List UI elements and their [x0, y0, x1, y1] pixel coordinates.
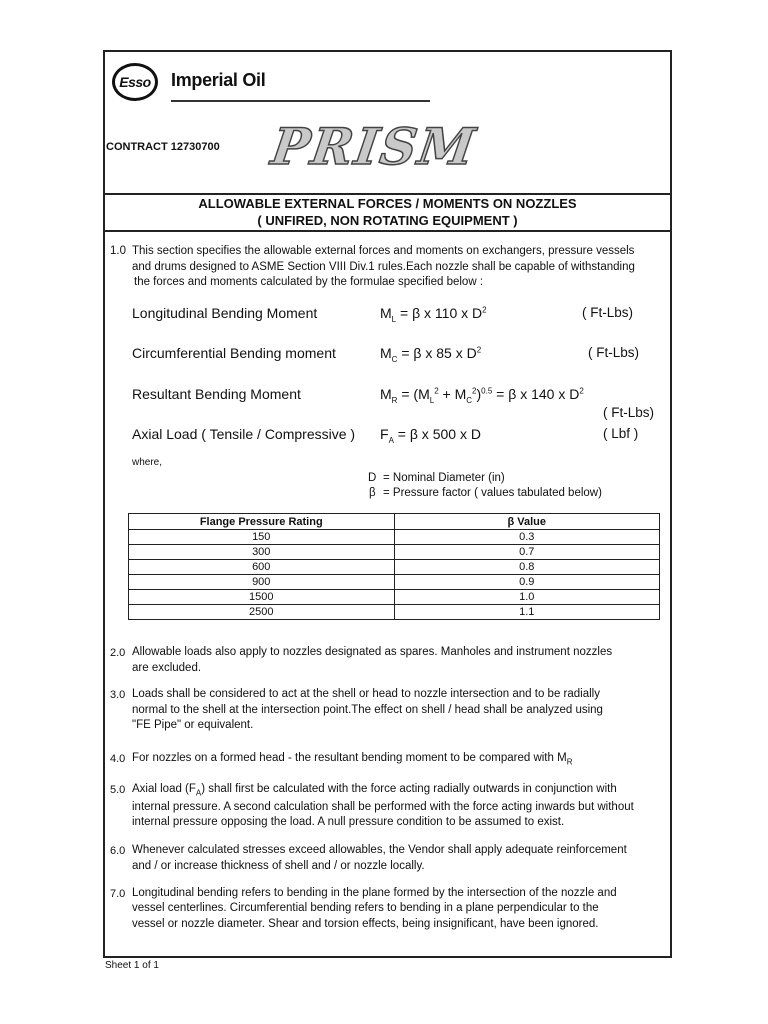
- logo-underline: [171, 100, 430, 102]
- page-subtitle: ( UNFIRED, NON ROTATING EQUIPMENT ): [257, 213, 518, 228]
- note-number: 4.0: [110, 753, 126, 765]
- table-row: [129, 560, 660, 575]
- note-line: Allowable loads also apply to nozzles designated as spares. Manholes and instrument nozzles: [132, 646, 613, 658]
- column-header: β Value: [394, 514, 660, 530]
- table-row: [129, 575, 660, 590]
- note-line: internal pressure opposing the load. A null pressure condition to be assumed to exist.: [132, 816, 565, 828]
- table-cell: 1500: [129, 590, 395, 605]
- table-cell: 2500: [129, 605, 395, 620]
- sheet-number: Sheet 1 of 1: [105, 960, 159, 971]
- table-cell: 150: [129, 530, 395, 545]
- section-text-line: the forces and moments calculated by the formulae specified below :: [134, 276, 484, 288]
- where-label: where,: [132, 457, 163, 468]
- d-definition: = Nominal Diameter (in): [383, 472, 505, 484]
- table-row: [129, 530, 660, 545]
- section-number: 1.0: [110, 245, 126, 257]
- esso-logo: Esso: [112, 63, 158, 101]
- table-header-row: [129, 514, 660, 530]
- formula-label-resultant: Resultant Bending Moment: [132, 386, 301, 402]
- note-line: normal to the shell at the intersection point.The effect on shell / head shall be analyzed using: [132, 704, 603, 716]
- table-cell: 0.9: [394, 575, 660, 590]
- note-line: internal pressure. A second calculation shall be performed with the force acting inwards but without: [132, 801, 634, 813]
- note-number: 2.0: [110, 647, 126, 659]
- formula-label-axial: Axial Load ( Tensile / Compressive ): [132, 426, 356, 442]
- beta-table: [128, 513, 660, 620]
- note-line: Longitudinal bending refers to bending in the plane formed by the intersection of the nozzle and: [132, 887, 617, 899]
- note-line: Whenever calculated stresses exceed allowables, the Vendor shall apply adequate reinforcement: [132, 844, 627, 856]
- note-number: 3.0: [110, 689, 126, 701]
- table-cell: 900: [129, 575, 395, 590]
- note-line: "FE Pipe" or equivalent.: [132, 719, 254, 731]
- note-line: vessel centerlines. Circumferential bending refers to bending in a plane perpendicular to the: [132, 902, 599, 914]
- note-line: Axial load $(F_A)$ shall first be calculated with the force acting radially outwards in conjunction with: [132, 783, 617, 798]
- note-line: are excluded.: [132, 662, 202, 674]
- page-title: ALLOWABLE EXTERNAL FORCES / MOMENTS ON NOZZLES: [198, 196, 577, 211]
- formula-circumferential: $M_C = \beta$ x 85 x $D^2$: [380, 345, 482, 364]
- contract-number: CONTRACT 12730700: [106, 141, 220, 153]
- table-cell: 0.7: [394, 545, 660, 560]
- formula-resultant: $M_R = (M_L^2 + M_C^2)^{0.5} = \beta$ x 140 x $D^2$: [380, 386, 584, 405]
- note-number: 6.0: [110, 845, 126, 857]
- table-cell: 1.1: [394, 605, 660, 620]
- prism-logo: PRISM: [267, 117, 481, 176]
- table-cell: 300: [129, 545, 395, 560]
- note-line: and / or increase thickness of shell and / or nozzle locally.: [132, 860, 425, 872]
- header-divider: [103, 193, 672, 195]
- table-cell: 600: [129, 560, 395, 575]
- beta-symbol: β: [369, 487, 376, 499]
- table-cell: 0.8: [394, 560, 660, 575]
- table-row: [129, 605, 660, 620]
- note-number: 5.0: [110, 784, 126, 796]
- column-header: Flange Pressure Rating: [129, 514, 395, 530]
- note-number: 7.0: [110, 888, 126, 900]
- formula-axial: $F_A = \beta$ x 500 x D: [380, 426, 481, 445]
- formula-label-longitudinal: Longitudinal Bending Moment: [132, 305, 318, 321]
- section-text-line: and drums designed to ASME Section VIII Div.1 rules.Each nozzle shall be capable of withstanding: [132, 261, 635, 273]
- table-cell: 0.3: [394, 530, 660, 545]
- table-row: [129, 590, 660, 605]
- note-line: For nozzles on a formed head - the resultant bending moment to be compared with $M_R$: [132, 752, 573, 767]
- formula-longitudinal: $M_L = \beta$ x 110 x $D^2$: [380, 305, 487, 324]
- table-cell: 1.0: [394, 590, 660, 605]
- formula-unit-longitudinal: ( Ft-Lbs): [582, 305, 634, 320]
- formula-label-circumferential: Circumferential Bending moment: [132, 345, 336, 361]
- beta-definition: = Pressure factor ( values tabulated below): [383, 487, 602, 499]
- formula-unit-circumferential: ( Ft-Lbs): [588, 345, 640, 360]
- formula-unit-resultant: ( Ft-Lbs): [603, 405, 655, 420]
- formula-unit-axial: ( Lbf ): [603, 426, 639, 441]
- note-line: vessel or nozzle diameter. Shear and torsion effects, being insignificant, have been ignored.: [132, 918, 599, 930]
- table-row: [129, 545, 660, 560]
- company-name: Imperial Oil: [171, 70, 266, 90]
- title-divider: [103, 230, 672, 232]
- d-symbol: D: [368, 472, 377, 484]
- section-text-line: This section specifies the allowable external forces and moments on exchangers, pressure vessels: [132, 245, 635, 257]
- note-line: Loads shall be considered to act at the shell or head to nozzle intersection and to be radially: [132, 688, 600, 700]
